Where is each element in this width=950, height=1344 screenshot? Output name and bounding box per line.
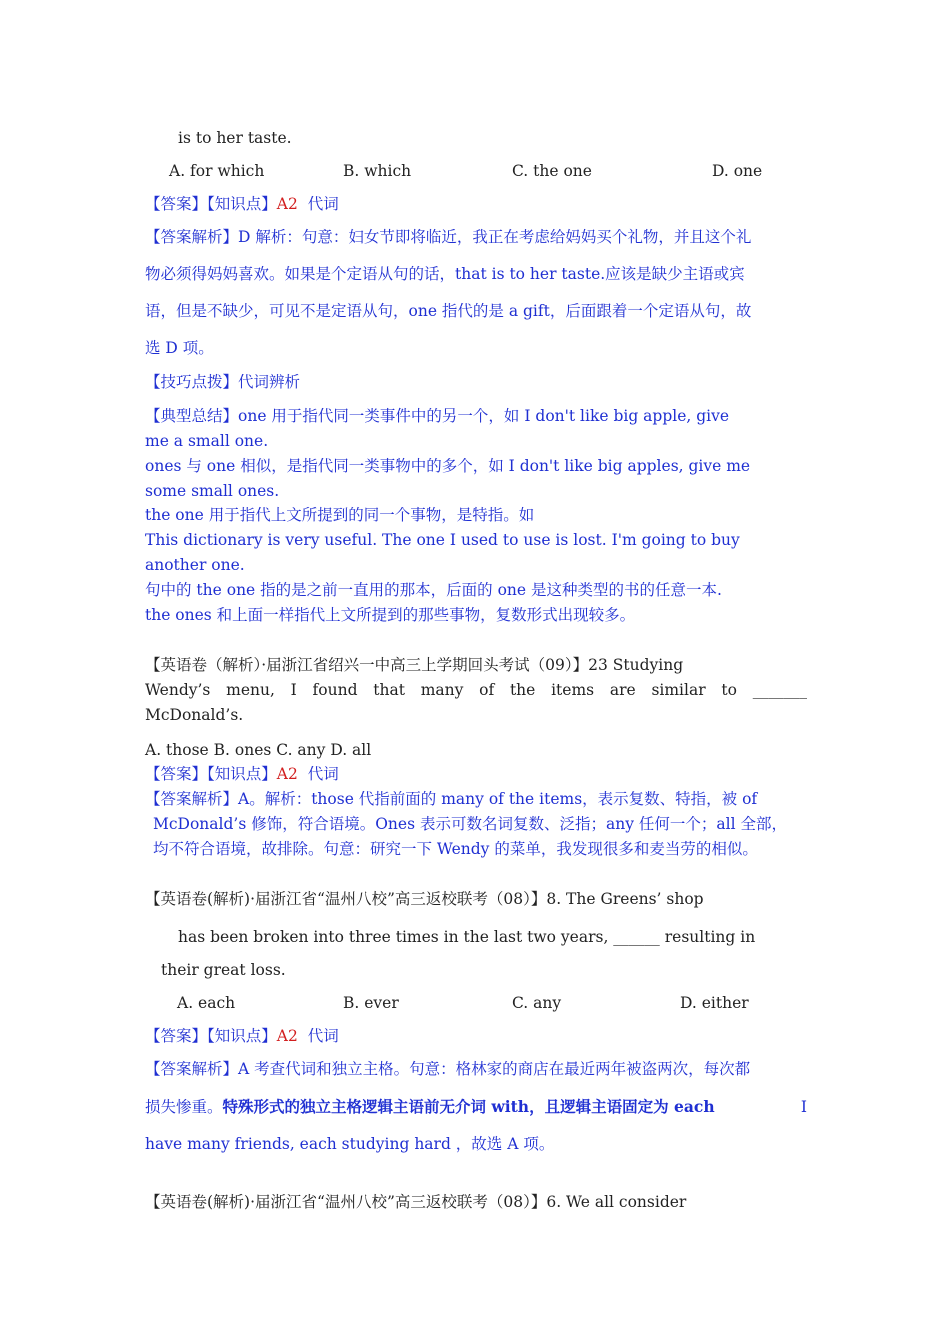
q1-summary-line-1: 【典型总结】one 用于指代同一类事件中的另一个，如 I don't like big apple, give: [145, 407, 730, 425]
answer-label: 【答案】: [145, 765, 208, 783]
q3-option-d: D. either: [680, 994, 749, 1012]
q1-analysis-line-4: 选 D 项。: [145, 339, 214, 357]
q2-options: A. those B. ones C. any D. all: [145, 741, 372, 759]
knowledge-topic: 代词: [307, 765, 339, 783]
knowledge-label: 【知识点】: [207, 195, 277, 213]
q2-analysis-line-3: 均不符合语境，故排除。句意：研究一下 Wendy 的菜单，我发现很多和麦当劳的相似。: [153, 840, 758, 858]
q1-summary-line-9: the ones 和上面一样指代上文所提到的那些事物，复数形式出现较多。: [145, 606, 636, 624]
q3-analysis-line-2: [145, 1097, 807, 1117]
analysis-emphasis: 特殊形式的独立主格逻辑主语前无介词 with，且逻辑主语固定为 each: [222, 1097, 715, 1116]
knowledge-code: A2: [276, 765, 298, 783]
stem-word: the: [509, 681, 536, 699]
q3-option-b: B. ever: [343, 994, 399, 1012]
analysis-text-tail: I: [800, 1098, 807, 1116]
knowledge-topic: 代词: [307, 1027, 339, 1045]
q1-analysis-line-1: 【答案解析】D 解析：句意：妇女节即将临近，我正在考虑给妈妈买个礼物，并且这个礼: [145, 228, 752, 246]
q1-analysis-line-3: 语，但是不缺少，可见不是定语从句，one 指代的是 a gift，后面跟着一个定语从句，故: [145, 302, 752, 320]
stem-word: many: [420, 681, 464, 699]
q2-stem-line-2: [145, 680, 807, 700]
q1-summary-line-2: me a small one.: [145, 432, 269, 450]
analysis-text: 损失惨重。: [145, 1098, 223, 1116]
q1-summary-line-7: another one.: [145, 556, 245, 574]
knowledge-code: A2: [276, 195, 298, 213]
answer-label: 【答案】: [145, 1027, 208, 1045]
q1-tip: 【技巧点拨】代词辨析: [145, 373, 301, 391]
stem-word: menu,: [226, 681, 275, 699]
stem-word: I: [290, 681, 297, 699]
q3-option-c: C. any: [512, 994, 562, 1012]
stem-blank: _______: [752, 681, 807, 699]
q3-analysis-line-3: have many friends, each studying hard ，故选 A 项。: [145, 1135, 555, 1153]
q2-analysis-line-1: 【答案解析】A。解析：those 代指前面的 many of the items，表示复数、特指，被 of: [145, 790, 758, 808]
q3-option-a: A. each: [177, 994, 236, 1012]
stem-word: similar: [651, 681, 706, 699]
stem-word: found: [312, 681, 358, 699]
knowledge-label: 【知识点】: [207, 765, 277, 783]
knowledge-topic: 代词: [307, 195, 339, 213]
q2-stem-line-3: McDonald’s.: [145, 706, 244, 724]
knowledge-code: A2: [276, 1027, 298, 1045]
q3-stem-line-2: has been broken into three times in the last two years, ______ resulting in: [178, 928, 756, 946]
stem-word: items: [551, 681, 595, 699]
q1-analysis-line-2: 物必须得妈妈喜欢。如果是个定语从句的话，that is to her taste.应该是缺少主语或宾: [145, 265, 745, 283]
stem-word: of: [479, 681, 495, 699]
q2-analysis-line-2: McDonald’s 修饰，符合语境。Ones 表示可数名词复数、泛指；any 任何一个；all 全部，: [153, 815, 787, 833]
q3-header: 【英语卷(解析)·届浙江省“温州八校”高三返校联考（08）】8. The Greens’ shop: [145, 890, 704, 908]
q1-option-d: D. one: [712, 162, 763, 180]
q1-answer-line: [145, 194, 339, 214]
q2-answer-line: [145, 764, 339, 784]
stem-word: Wendy’s: [145, 681, 211, 699]
q1-option-c: C. the one: [512, 162, 592, 180]
q1-summary-line-5: the one 用于指代上文所提到的同一个事物，是特指。如: [145, 506, 535, 524]
q3-stem-line-3: their great loss.: [161, 961, 286, 979]
q1-option-a: A. for which: [169, 162, 265, 180]
q1-summary-line-6: This dictionary is very useful. The one I used to use is lost. I'm going to buy: [145, 531, 740, 549]
stem-word: to: [721, 681, 737, 699]
stem-word: are: [609, 681, 636, 699]
q3-answer-line: [145, 1026, 339, 1046]
stem-word: that: [373, 681, 405, 699]
q4-header: 【英语卷(解析)·届浙江省“温州八校”高三返校联考（08）】6. We all consider: [145, 1193, 687, 1211]
knowledge-label: 【知识点】: [207, 1027, 277, 1045]
q3-analysis-line-1: 【答案解析】A 考查代词和独立主格。句意：格林家的商店在最近两年被盗两次，每次都: [145, 1060, 751, 1078]
q1-summary-line-4: some small ones.: [145, 482, 280, 500]
q1-summary-line-8: 句中的 the one 指的是之前一直用的那本，后面的 one 是这种类型的书的任意一本.: [145, 581, 722, 599]
q1-summary-line-3: ones 与 one 相似，是指代同一类事物中的多个，如 I don't like big apples, give me: [145, 457, 751, 475]
q2-header: 【英语卷（解析）·届浙江省绍兴一中高三上学期回头考试（09）】23 Studying: [145, 656, 684, 674]
answer-label: 【答案】: [145, 195, 208, 213]
q1-stem-tail: is to her taste.: [178, 129, 292, 147]
q1-option-b: B. which: [343, 162, 412, 180]
